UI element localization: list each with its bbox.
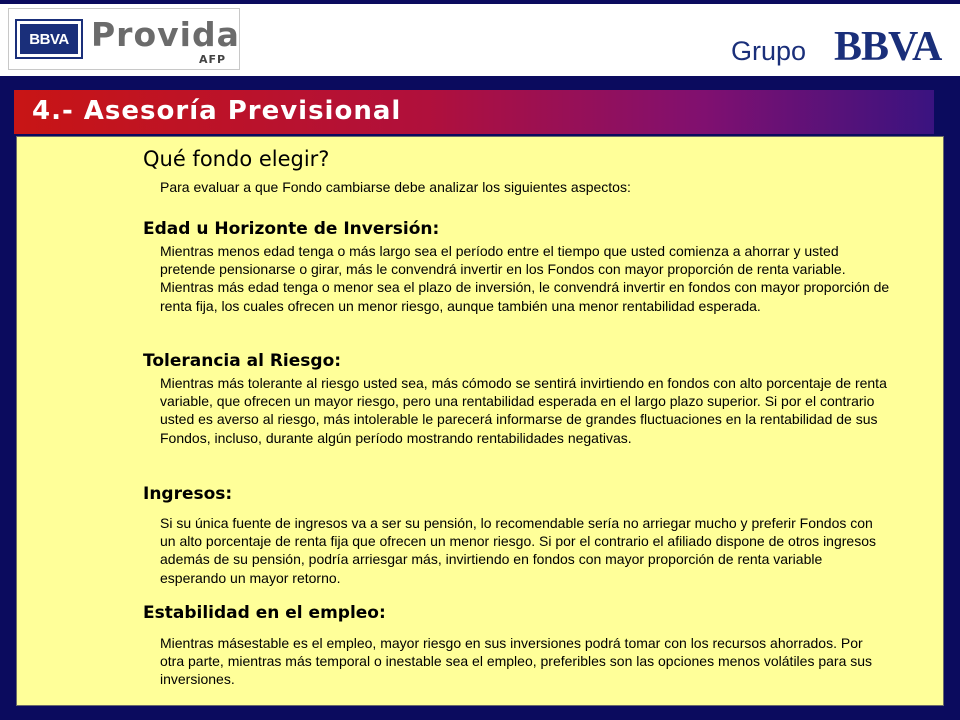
section-text-estabilidad: Mientras másestable es el empleo, mayor riesgo en sus inversiones podrá tomar con los recursos ahorrados. Por otra parte, mientras más temporal o inestable sea el empleo, preferibles son las opciones menos volátiles para sus inversiones. <box>160 635 873 688</box>
content-panel <box>16 136 944 706</box>
header <box>0 0 960 76</box>
bbva-logo: BBVA <box>834 24 942 70</box>
bbva-badge <box>15 19 83 59</box>
grupo-label: Grupo <box>731 36 807 66</box>
section-text-ingresos: Si su única fuente de ingresos va a ser su pensión, lo recomendable sería no arriegar mucho y preferir Fondos con un alto porcentaje de renta fija que ofrecen un menor riesgo. Si por el contrario el afiliado dispone de otros ingresos además de su pensión, podría arriesgar más, invirtiendo en fondos con mayor proporción de renta variable esperando un mayor retorno. <box>160 515 876 586</box>
afp-wordmark: AFP <box>199 53 227 66</box>
slide-title: 4.- Asesoría Previsional <box>32 96 402 126</box>
bbva-badge-text: BBVA <box>20 24 78 54</box>
main-heading: Qué fondo elegir? <box>143 147 330 171</box>
provida-logo <box>8 8 240 70</box>
section-heading-ingresos: Ingresos: <box>143 484 233 504</box>
section-heading-tolerancia: Tolerancia al Riesgo: <box>143 351 342 371</box>
section-text-edad: Mientras menos edad tenga o más largo sea el período entre el tiempo que usted comienza a ahorrar y usted pretende pensionarse o girar, más le convendrá invertir en los Fondos con mayor proporción de renta variable. Mientras más edad tenga o menor sea el plazo de inversión, le convendrá invertir en fondos con mayor proporción de renta fija, los cuales ofrecen un menor riesgo, aunque también una menor rentabilidad esperada. <box>160 243 890 314</box>
section-heading-edad: Edad u Horizonte de Inversión: <box>143 219 440 239</box>
header-top-line <box>0 0 960 4</box>
provida-wordmark: Provida <box>91 15 240 54</box>
slide-title-bar <box>14 90 934 134</box>
section-text-tolerancia: Mientras más tolerante al riesgo usted sea, más cómodo se sentirá invirtiendo en fondos con alto porcentaje de renta variable, que ofrecen un mayor riesgo, pero una rentabilidad esperada en el largo plazo superior. Si por el contrario usted es averso al riesgo, más intolerable le parecerá informarse de grandes fluctuaciones en la rentabilidad de sus Fondos, incluso, durante algún período mostrando rentabilidades negativas. <box>160 375 887 446</box>
intro-text: Para evaluar a que Fondo cambiarse debe analizar los siguientes aspectos: <box>160 179 631 195</box>
section-heading-estabilidad: Estabilidad en el empleo: <box>143 603 386 623</box>
